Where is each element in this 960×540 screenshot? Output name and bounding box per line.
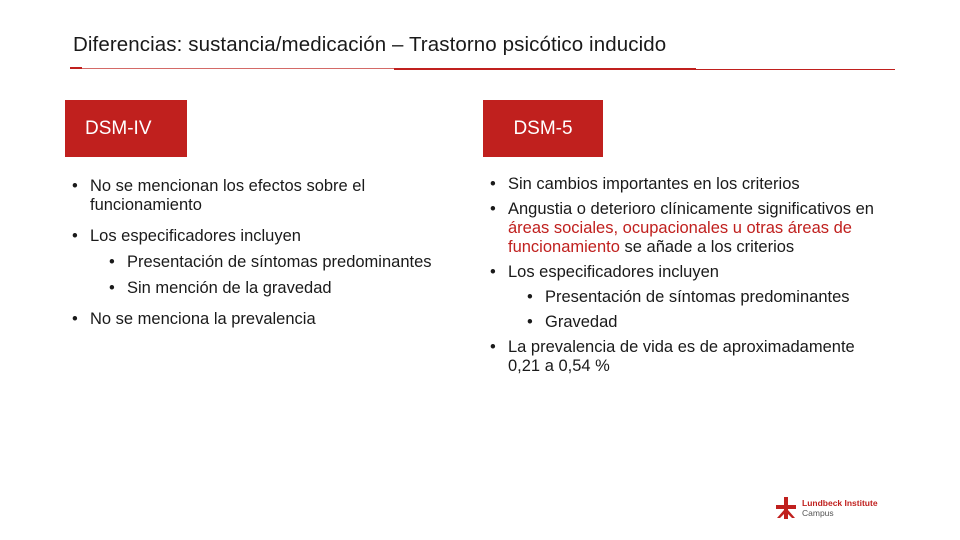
logo-line1: Lundbeck Institute xyxy=(802,498,878,508)
slide-title: Diferencias: sustancia/medicación – Trastorno psicótico inducido xyxy=(73,33,667,56)
list-item-text: No se mencionan los efectos sobre el funcionamiento xyxy=(90,177,366,214)
list-item-text: Los especificadores incluyen xyxy=(90,227,301,245)
list-item xyxy=(490,175,880,194)
logo-line2: Campus xyxy=(802,508,834,518)
dsm-iv-header-label: DSM-IV xyxy=(85,117,152,139)
bullet: • xyxy=(109,279,115,297)
title-underline-right xyxy=(696,69,895,70)
title-underline-mid xyxy=(394,68,696,70)
dsm-5-header-label: DSM-5 xyxy=(513,117,573,139)
sub-list-item xyxy=(490,313,880,332)
bullet: • xyxy=(72,227,78,245)
bullet: • xyxy=(490,200,496,218)
list-item xyxy=(72,310,442,329)
dsm-iv-header xyxy=(65,100,187,157)
bullet: • xyxy=(490,338,496,356)
list-item-text: La prevalencia de vida es de aproximadamente 0,21 a 0,54 % xyxy=(508,338,855,375)
highlighted-text: áreas sociales, ocupacionales u otras áreas de funcionamiento xyxy=(508,219,852,256)
list-item-text: Sin cambios importantes en los criterios xyxy=(508,175,800,193)
lundbeck-logo xyxy=(776,497,878,519)
title-underline-thin xyxy=(82,68,394,69)
sub-list-item-text: Presentación de síntomas predominantes xyxy=(127,253,432,271)
list-item xyxy=(490,338,880,376)
list-item xyxy=(72,177,442,215)
bullet: • xyxy=(490,175,496,193)
dsm-5-header xyxy=(483,100,603,157)
list-item-text-pre: Angustia o deterioro clínicamente significativos en xyxy=(508,200,874,218)
list-item xyxy=(490,263,880,282)
list-item-text-post: se añade a los criterios xyxy=(619,238,795,256)
list-item-text: No se menciona la prevalencia xyxy=(90,310,316,328)
bullet: • xyxy=(109,253,115,271)
lundbeck-mark-icon xyxy=(776,497,796,519)
bullet: • xyxy=(72,177,78,195)
sub-list-item xyxy=(490,288,880,307)
sub-list-item xyxy=(72,253,442,272)
bullet: • xyxy=(527,313,533,331)
title-underline-left xyxy=(70,67,82,69)
bullet: • xyxy=(527,288,533,306)
sub-list-item-text: Presentación de síntomas predominantes xyxy=(545,288,850,306)
list-item xyxy=(490,200,880,257)
sub-list-item xyxy=(72,279,442,298)
dsm-5-column xyxy=(490,175,880,376)
sub-list-item-text: Gravedad xyxy=(545,313,618,331)
bullet: • xyxy=(490,263,496,281)
list-item xyxy=(72,227,442,246)
dsm-iv-column xyxy=(72,177,442,329)
bullet: • xyxy=(72,310,78,328)
list-item-text: Los especificadores incluyen xyxy=(508,263,719,281)
sub-list-item-text: Sin mención de la gravedad xyxy=(127,279,332,297)
